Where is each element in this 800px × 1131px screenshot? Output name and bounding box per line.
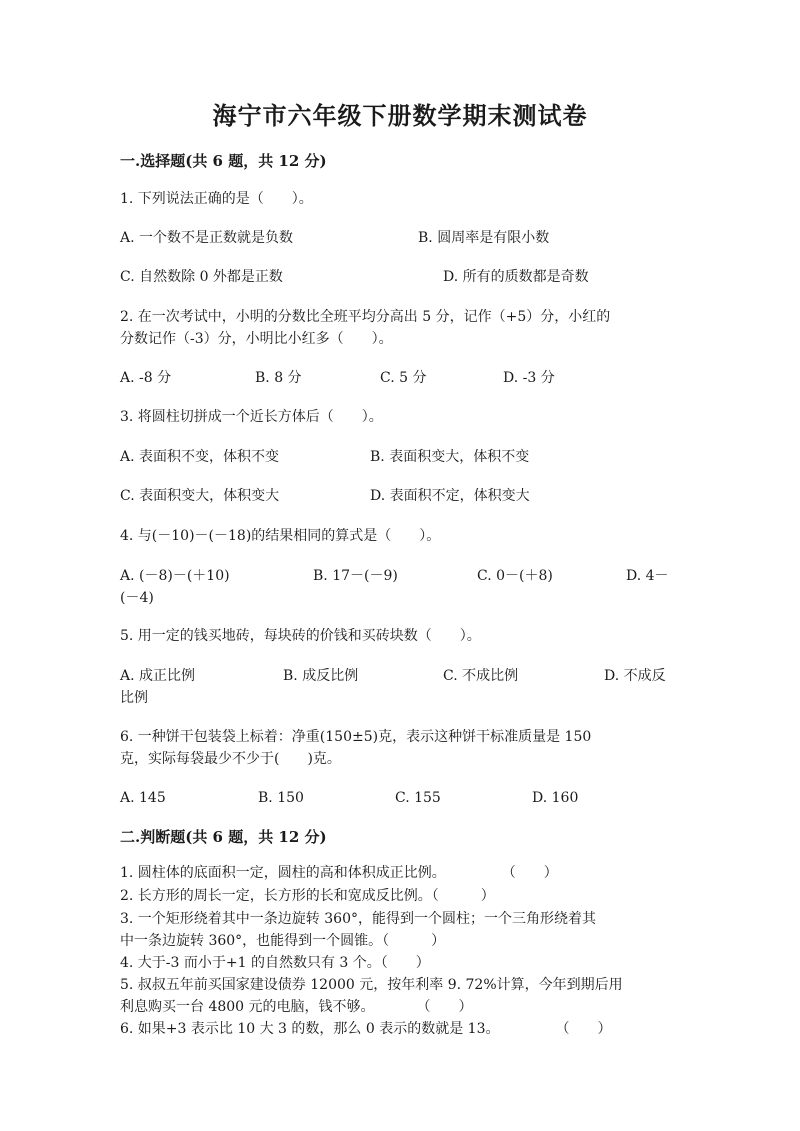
judgement-line-1: 1. 圆柱体的底面积一定，圆柱的高和体积成正比例。 （ ） <box>120 865 558 881</box>
question-5-option-d: D. 不成反 <box>604 668 666 684</box>
question-6-option-a: A. 145 <box>120 790 166 806</box>
question-2-stem-line-1: 2. 在一次考试中，小明的分数比全班平均分高出 5 分，记作（+5）分，小红的 <box>120 309 611 325</box>
question-1-option-a: A. 一个数不是正数就是负数 <box>120 230 294 246</box>
judgement-line-8: 6. 如果+3 表示比 10 大 3 的数，那么 0 表示的数就是 13。 （ ） <box>120 1021 612 1037</box>
question-6-option-d: D. 160 <box>532 790 579 806</box>
page-title: 海宁市六年级下册数学期末测试卷 <box>212 101 588 130</box>
question-1-stem: 1. 下列说法正确的是（ ）。 <box>120 191 313 207</box>
question-4-option-a: A. (－8)－(＋10) <box>120 568 230 584</box>
judgement-line-7: 利息购买一台 4800 元的电脑，钱不够。 （ ） <box>120 999 473 1015</box>
judgement-line-6: 5. 叔叔五年前买国家建设债券 12000 元，按年利率 9. 72%计算，今年到期后用 <box>120 977 623 993</box>
question-1-option-d: D. 所有的质数都是奇数 <box>443 269 589 285</box>
question-2-option-a: A. -8 分 <box>120 370 172 386</box>
question-4-option-d: D. 4－ <box>626 568 669 584</box>
question-3-stem: 3. 将圆柱切拼成一个近长方体后（ ）。 <box>120 409 383 425</box>
question-5-stem: 5. 用一定的钱买地砖，每块砖的价钱和买砖块数（ ）。 <box>120 628 481 644</box>
question-4-option-c: C. 0－(＋8) <box>477 568 553 584</box>
section-heading-choice: 一.选择题(共 6 题，共 12 分) <box>120 152 327 170</box>
question-3-option-d: D. 表面积不定，体积变大 <box>370 488 530 504</box>
question-4-option-d-continued: (－4) <box>120 590 154 606</box>
judgement-line-4: 中一条边旋转 360°，也能得到一个圆锥。（ ） <box>120 933 446 949</box>
question-1-option-b: B. 圆周率是有限小数 <box>418 230 550 246</box>
question-5-option-a: A. 成正比例 <box>120 668 196 684</box>
question-6-stem-line-1: 6. 一种饼干包装袋上标着：净重(150±5)克，表示这种饼干标准质量是 150 <box>120 729 592 745</box>
question-1-option-c: C. 自然数除 0 外都是正数 <box>120 269 283 285</box>
question-6-stem-line-2: 克，实际每袋最少不少于( )克。 <box>120 751 341 767</box>
question-6-option-c: C. 155 <box>395 790 441 806</box>
judgement-line-2: 2. 长方形的周长一定，长方形的长和宽成反比例。（ ） <box>120 888 495 904</box>
question-2-option-c: C. 5 分 <box>380 370 427 386</box>
question-3-option-b: B. 表面积变大，体积不变 <box>370 449 530 465</box>
question-4-stem: 4. 与(－10)－(－18)的结果相同的算式是（ ）。 <box>120 528 441 544</box>
section-heading-judgement: 二.判断题(共 6 题，共 12 分) <box>120 828 327 846</box>
question-5-option-d-continued: 比例 <box>120 690 148 706</box>
question-5-option-b: B. 成反比例 <box>283 668 359 684</box>
question-6-option-b: B. 150 <box>258 790 304 806</box>
judgement-line-3: 3. 一个矩形绕着其中一条边旋转 360°，能得到一个圆柱；一个三角形绕着其 <box>120 911 596 927</box>
question-2-option-d: D. -3 分 <box>503 370 555 386</box>
judgement-line-5: 4. 大于-3 而小于+1 的自然数只有 3 个。（ ） <box>120 955 430 971</box>
question-4-option-b: B. 17－(－9) <box>313 568 398 584</box>
question-2-stem-line-2: 分数记作（-3）分，小明比小红多（ ）。 <box>120 331 393 347</box>
question-3-option-c: C. 表面积变大，体积变大 <box>120 488 280 504</box>
question-5-option-c: C. 不成比例 <box>443 668 519 684</box>
question-3-option-a: A. 表面积不变，体积不变 <box>120 449 280 465</box>
question-2-option-b: B. 8 分 <box>255 370 302 386</box>
